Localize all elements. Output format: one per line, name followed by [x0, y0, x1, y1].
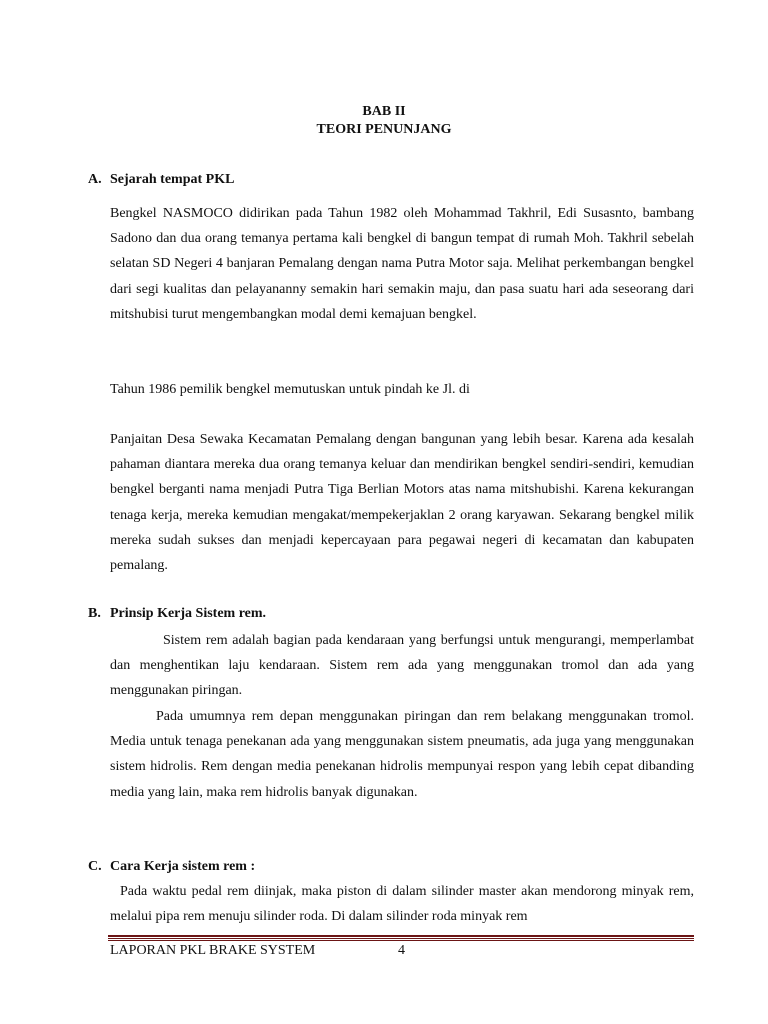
- chapter-number: BAB II: [362, 104, 406, 119]
- footer-rule: [108, 940, 694, 941]
- paragraph: Tahun 1986 pemilik bengkel memutuskan untuk pindah ke Jl. di: [110, 382, 470, 397]
- page-number: 4: [398, 943, 405, 958]
- section-title: Prinsip Kerja Sistem rem.: [110, 606, 267, 621]
- section-a-heading: [88, 171, 234, 189]
- section-c-heading: [88, 858, 255, 876]
- footer-rule: [108, 935, 694, 937]
- chapter-heading: [0, 103, 768, 139]
- section-title: Sejarah tempat PKL: [110, 172, 235, 187]
- paragraph: Pada waktu pedal rem diinjak, maka piston di dalam silinder master akan mendorong minyak rem, melalui pipa rem menuju silinder roda. Di dalam silinder roda minyak rem: [110, 884, 694, 925]
- section-letter: B.: [88, 606, 101, 621]
- paragraph: Sistem rem adalah bagian pada kendaraan yang berfungsi untuk mengurangi, memperlambat dan menghentikan laju kendaraan. Sistem rem ada yang menggunakan tromol dan ada yang menggunakan piringan.: [110, 633, 694, 699]
- section-letter: A.: [88, 172, 102, 187]
- section-letter: C.: [88, 859, 102, 874]
- paragraph: Panjaitan Desa Sewaka Kecamatan Pemalang dengan bangunan yang lebih besar. Karena ada kesalah pahaman diantara mereka dua orang temanya keluar dan mendirikan bengkel sendiri-sendiri, kemudian bengkel berganti nama menjadi Putra Tiga Berlian Motors atas nama mitshubishi. Karena kekurangan tenaga kerja, mereka kemudian mengakat/mempekerjaklan 2 orang karyawan. Sekarang bengkel milik mereka sudah sukses dan menjadi kepercayaan para pegawai negeri di kecamatan dan kabupaten pemalang.: [110, 432, 694, 574]
- chapter-title: TEORI PENUNJANG: [316, 122, 452, 137]
- section-b-heading: [88, 605, 266, 623]
- paragraph: Pada umumnya rem depan menggunakan piringan dan rem belakang menggunakan tromol. Media untuk tenaga penekanan ada yang menggunakan sistem pneumatis, ada juga yang menggunakan sistem hidrolis. Rem dengan media penekanan hidrolis mempunyai respon yang lebih cepat dibanding media yang lain, maka rem hidrolis banyak digunakan.: [110, 709, 694, 800]
- paragraph: Bengkel NASMOCO didirikan pada Tahun 1982 oleh Mohammad Takhril, Edi Susasnto, bambang Sadono dan dua orang temanya pertama kali bengkel di bangun tempat di rumah Moh. Takhril sebelah selatan SD Negeri 4 banjaran Pemalang dengan nama Putra Motor saja. Melihat perkembangan bengkel dari segi kualitas dan pelayananny semakin hari semakin maju, dan pasa suatu hari ada seseorang dari mitshubisi turut mengembangkan modal demi kemajuan bengkel.: [110, 206, 694, 322]
- footer-rule: [108, 938, 694, 939]
- footer-title: LAPORAN PKL BRAKE SYSTEM: [110, 943, 316, 958]
- section-title: Cara Kerja sistem rem :: [110, 859, 256, 874]
